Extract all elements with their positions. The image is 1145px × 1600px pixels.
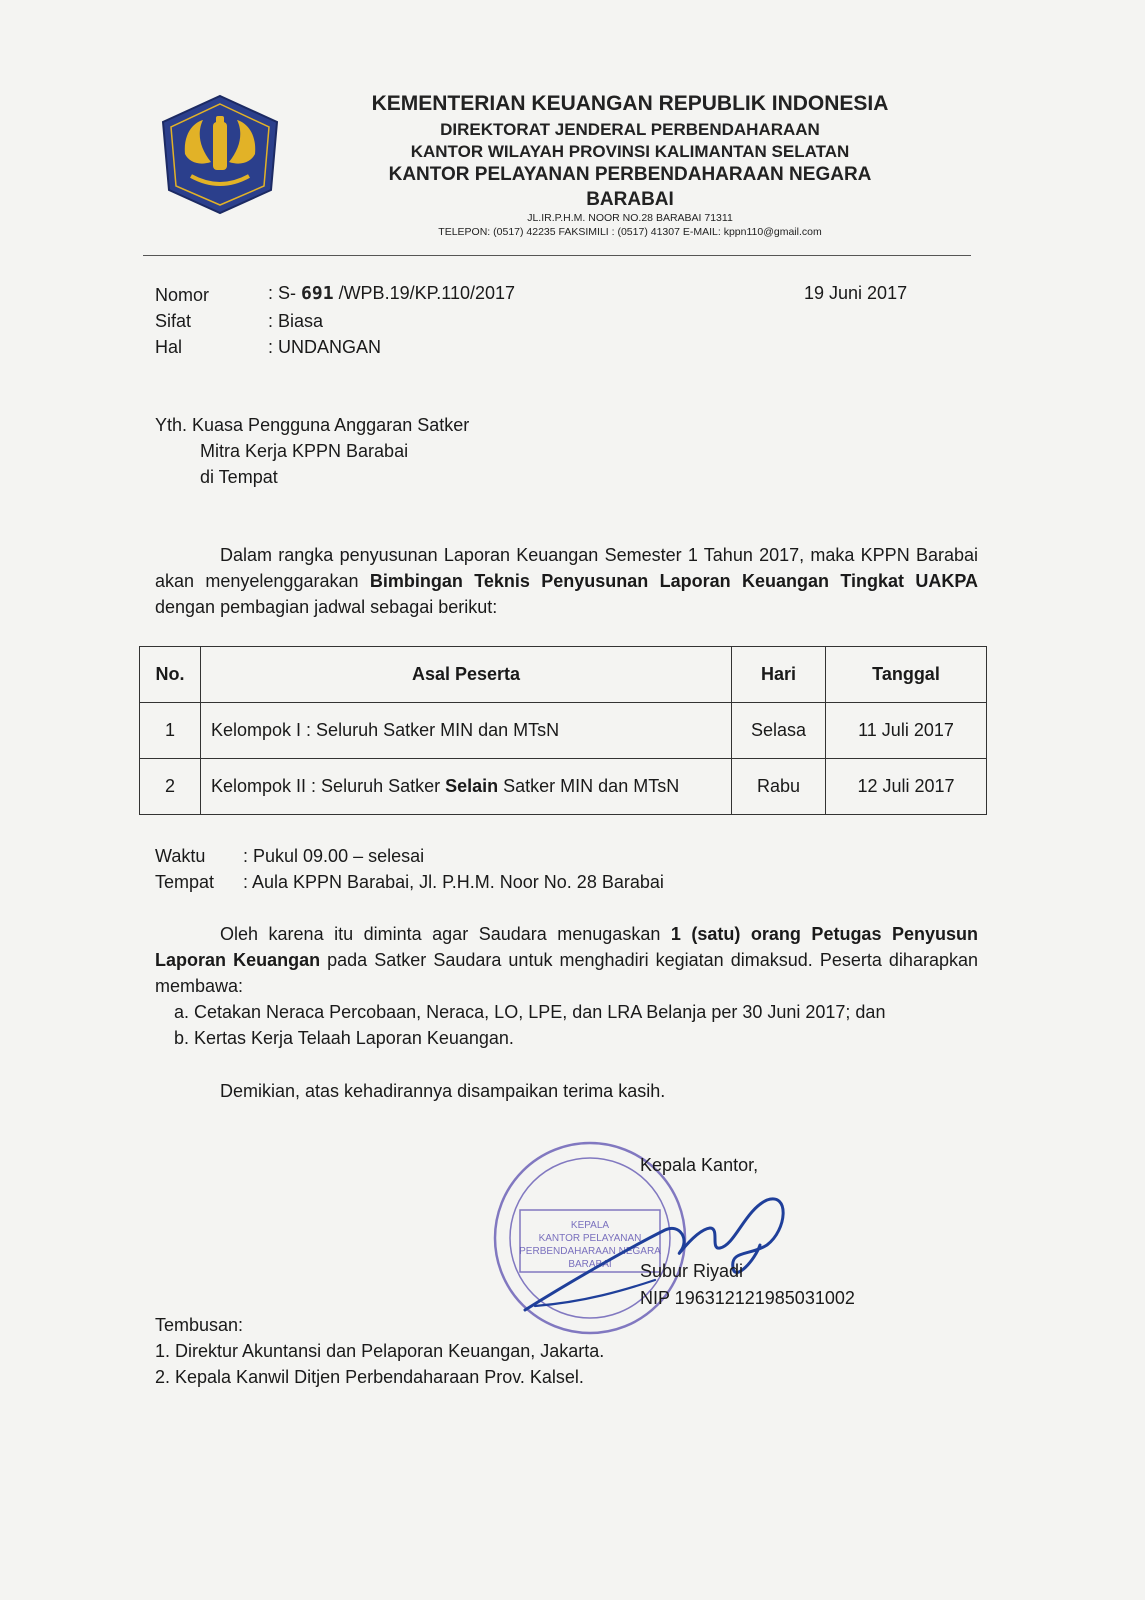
row-asal: Kelompok I : Seluruh Satker MIN dan MTsN <box>201 703 732 759</box>
table-row <box>140 703 987 759</box>
header-tanggal: Tanggal <box>826 647 987 703</box>
letter-date: 19 Juni 2017 <box>804 283 908 303</box>
office-contact: TELEPON: (0517) 42235 FAKSIMILI : (0517) 41307 E-MAIL: kppn110@gmail.com <box>438 226 822 238</box>
hal-value: : UNDANGAN <box>268 337 382 357</box>
office-name-line1: KANTOR PELAYANAN PERBENDAHARAAN NEGARA <box>388 164 872 185</box>
row-asal: Kelompok II : Seluruh Satker Selain Satker MIN dan MTsN <box>201 759 732 815</box>
row-tanggal: 12 Juli 2017 <box>826 759 987 815</box>
row-hari: Selasa <box>732 703 826 759</box>
regional-office-name: KANTOR WILAYAH PROVINSI KALIMANTAN SELATAN <box>410 142 850 161</box>
signatory-name: Subur Riyadi <box>640 1261 744 1281</box>
sifat-value: : Biasa <box>268 311 324 331</box>
sifat-label: Sifat <box>155 311 192 331</box>
svg-text:PERBENDAHARAAN NEGARA: PERBENDAHARAAN NEGARA <box>519 1246 661 1257</box>
waktu-label: Waktu <box>155 846 206 866</box>
svg-text:KEPALA: KEPALA <box>570 1220 610 1231</box>
bring-item-b: b. Kertas Kerja Telaah Laporan Keuangan. <box>174 1028 514 1048</box>
letterhead-divider <box>143 255 971 256</box>
closing-sentence: Demikian, atas kehadirannya disampaikan terima kasih. <box>220 1081 666 1101</box>
request-paragraph: Oleh karena itu diminta agar Saudara menugaskan 1 (satu) orang Petugas Penyusun Laporan Keuangan pada Satker Saudara untuk menghadiri kegiatan dimaksud. Peserta diharapkan membawa: <box>155 924 978 996</box>
tempat-value: : Aula KPPN Barabai, Jl. P.H.M. Noor No. 28 Barabai <box>243 872 664 892</box>
bring-item-a: a. Cetakan Neraca Percobaan, Neraca, LO, LPE, dan LRA Belanja per 30 Juni 2017; dan <box>174 1002 886 1022</box>
schedule-table <box>139 646 987 815</box>
table-row <box>140 759 987 815</box>
directorate-name: DIREKTORAT JENDERAL PERBENDAHARAAN <box>440 120 820 139</box>
office-name-line2: BARABAI <box>586 189 674 210</box>
kemenkeu-emblem-icon <box>155 92 285 217</box>
hal-label: Hal <box>155 337 183 357</box>
tembusan-label: Tembusan: <box>155 1315 244 1335</box>
svg-text:KANTOR PELAYANAN: KANTOR PELAYANAN <box>538 1233 642 1244</box>
recipient-line3: di Tempat <box>200 467 278 487</box>
row-tanggal: 11 Juli 2017 <box>826 703 987 759</box>
table-header-row <box>140 647 987 703</box>
tempat-label: Tempat <box>155 872 215 892</box>
row-hari: Rabu <box>732 759 826 815</box>
waktu-value: : Pukul 09.00 – selesai <box>243 846 425 866</box>
tembusan-item: 1. Direktur Akuntansi dan Pelaporan Keuangan, Jakarta. <box>155 1341 605 1361</box>
ministry-name: KEMENTERIAN KEUANGAN REPUBLIK INDONESIA <box>371 92 889 115</box>
recipient-line2: Mitra Kerja KPPN Barabai <box>200 441 409 461</box>
nomor-label: Nomor <box>155 285 210 305</box>
svg-text:BARABAI: BARABAI <box>568 1259 612 1270</box>
recipient-line1: Yth. Kuasa Pengguna Anggaran Satker <box>155 415 470 435</box>
row-no: 2 <box>140 759 201 815</box>
header-asal-peserta: Asal Peserta <box>201 647 732 703</box>
nomor-handwritten: 691 <box>301 283 334 304</box>
intro-paragraph: Dalam rangka penyusunan Laporan Keuangan Semester 1 Tahun 2017, maka KPPN Barabai akan menyelenggarakan Bimbingan Teknis Penyusunan Laporan Keuangan Tingkat UAKPA dengan pembagian jadwal sebagai berikut: <box>155 545 979 617</box>
signatory-nip: NIP 196312121985031002 <box>640 1288 855 1308</box>
nomor-value: : S- 691 /WPB.19/KP.110/2017 <box>268 283 516 304</box>
header-no: No. <box>140 647 201 703</box>
signatory-title: Kepala Kantor, <box>640 1155 759 1175</box>
office-address: JL.IR.P.H.M. NOOR NO.28 BARABAI 71311 <box>527 212 733 224</box>
header-hari: Hari <box>732 647 826 703</box>
tembusan-item: 2. Kepala Kanwil Ditjen Perbendaharaan Prov. Kalsel. <box>155 1367 584 1387</box>
row-no: 1 <box>140 703 201 759</box>
